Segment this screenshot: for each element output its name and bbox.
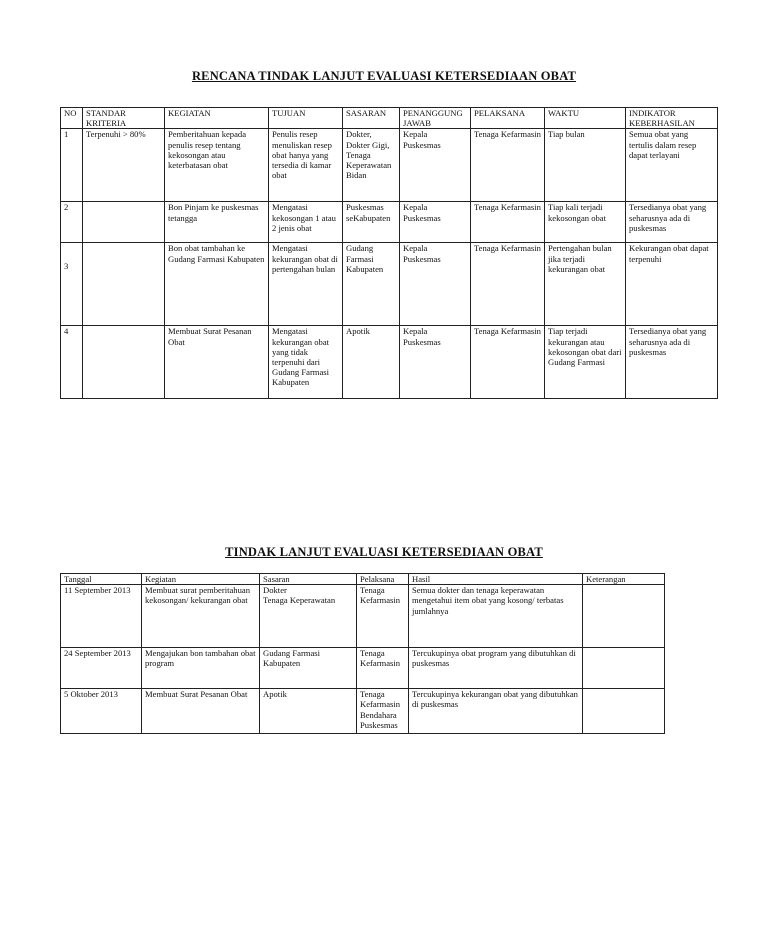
table-cell — [583, 648, 665, 689]
plan-header-penanggung-jawab: PENANGGUNG JAWAB — [400, 108, 471, 129]
table-row — [61, 648, 665, 689]
table-cell: Tenaga Kefarmasin — [471, 243, 545, 326]
followup-header-pelaksana: Pelaksana — [357, 574, 409, 585]
table-cell: 1 — [61, 129, 83, 202]
table-row — [61, 202, 718, 243]
table-cell: Tercukupinya obat program yang dibutuhkan di puskesmas — [409, 648, 583, 689]
table-cell: Membuat Surat Pesanan Obat — [165, 326, 269, 399]
table-cell: Pertengahan bulan jika terjadi kekurangan obat — [545, 243, 626, 326]
table-cell: 3 — [61, 243, 83, 326]
table-cell: Semua obat yang tertulis dalam resep dapat terlayani — [626, 129, 718, 202]
table-cell: Bon obat tambahan ke Gudang Farmasi Kabupaten — [165, 243, 269, 326]
plan-header-pelaksana: PELAKSANA — [471, 108, 545, 129]
table-cell: 2 — [61, 202, 83, 243]
plan-title: RENCANA TINDAK LANJUT EVALUASI KETERSEDIAAN OBAT — [191, 69, 577, 83]
table-row — [61, 129, 718, 202]
table-cell: Mengatasi kekurangan obat di pertengahan bulan — [269, 243, 343, 326]
table-cell: Mengatasi kekosongan 1 atau 2 jenis obat — [269, 202, 343, 243]
table-cell: 4 — [61, 326, 83, 399]
table-cell — [83, 202, 165, 243]
table-cell: Mengajukan bon tambahan obat program — [142, 648, 260, 689]
table-cell: Tenaga Kefarmasin — [357, 585, 409, 648]
table-cell: 24 September 2013 — [61, 648, 142, 689]
followup-header-kegiatan: Kegiatan — [142, 574, 260, 585]
table-row — [61, 689, 665, 734]
table-cell: Terpenuhi > 80% — [83, 129, 165, 202]
table-cell: Gudang Farmasi Kabupaten — [343, 243, 400, 326]
table-cell: Kekurangan obat dapat terpenuhi — [626, 243, 718, 326]
table-cell — [83, 326, 165, 399]
table-cell: Puskesmas seKabupaten — [343, 202, 400, 243]
table-cell: Tenaga Kefarmasin — [471, 129, 545, 202]
plan-header-kegiatan: KEGIATAN — [165, 108, 269, 129]
table-cell: Tersedianya obat yang seharusnya ada di puskesmas — [626, 326, 718, 399]
table-row — [61, 585, 665, 648]
table-cell: Kepala Puskesmas — [400, 202, 471, 243]
table-cell: Kepala Puskesmas — [400, 243, 471, 326]
table-cell: Membuat surat pemberitahuan kekosongan/ kekurangan obat — [142, 585, 260, 648]
table-row — [61, 326, 718, 399]
table-cell: 11 September 2013 — [61, 585, 142, 648]
table-cell: Tenaga Kefarmasin — [471, 202, 545, 243]
plan-header-indikator: INDIKATOR KEBERHASILAN — [626, 108, 718, 129]
followup-header-hasil: Hasil — [409, 574, 583, 585]
table-cell: Tenaga Kefarmasin — [471, 326, 545, 399]
table-cell: Apotik — [260, 689, 357, 734]
plan-header-no: NO — [61, 108, 83, 129]
followup-table — [60, 573, 665, 734]
table-cell: Tiap bulan — [545, 129, 626, 202]
table-cell: 5 Oktober 2013 — [61, 689, 142, 734]
table-cell: Semua dokter dan tenaga keperawatan mengetahui item obat yang kosong/ terbatas jumlahnya — [409, 585, 583, 648]
table-cell — [583, 689, 665, 734]
followup-header-sasaran: Sasaran — [260, 574, 357, 585]
table-row — [61, 243, 718, 326]
followup-header-tanggal: Tanggal — [61, 574, 142, 585]
plan-header-sasaran: SASARAN — [343, 108, 400, 129]
plan-header-waktu: WAKTU — [545, 108, 626, 129]
table-cell: Kepala Puskesmas — [400, 326, 471, 399]
table-cell: Gudang Farmasi Kabupaten — [260, 648, 357, 689]
table-cell: Tenaga Kefarmasin — [357, 648, 409, 689]
table-cell: Pemberitahuan kepada penulis resep tentang kekosongan atau keterbatasan obat — [165, 129, 269, 202]
table-cell: Penulis resep menuliskan resep obat hanya yang tersedia di kamar obat — [269, 129, 343, 202]
followup-title: TINDAK LANJUT EVALUASI KETERSEDIAAN OBAT — [225, 545, 543, 559]
table-cell: Apotik — [343, 326, 400, 399]
followup-header-keterangan: Keterangan — [583, 574, 665, 585]
plan-header-row — [61, 108, 718, 129]
table-cell: Tiap kali terjadi kekosongan obat — [545, 202, 626, 243]
plan-header-standar: STANDAR KRITERIA — [83, 108, 165, 129]
table-cell: Tersedianya obat yang seharusnya ada di puskesmas — [626, 202, 718, 243]
table-cell: Kepala Puskesmas — [400, 129, 471, 202]
table-cell: Bon Pinjam ke puskesmas tetangga — [165, 202, 269, 243]
table-cell: Tenaga Kefarmasin Bendahara Puskesmas — [357, 689, 409, 734]
followup-header-row — [61, 574, 665, 585]
table-cell: Mengatasi kekurangan obat yang tidak terpenuhi dari Gudang Farmasi Kabupaten — [269, 326, 343, 399]
table-cell: Tercukupinya kekurangan obat yang dibutuhkan di puskesmas — [409, 689, 583, 734]
table-cell — [83, 243, 165, 326]
plan-table — [60, 107, 718, 399]
table-cell: Membuat Surat Pesanan Obat — [142, 689, 260, 734]
table-cell: Tiap terjadi kekurangan atau kekosongan obat dari Gudang Farmasi — [545, 326, 626, 399]
table-cell — [583, 585, 665, 648]
plan-header-tujuan: TUJUAN — [269, 108, 343, 129]
table-cell: Dokter, Dokter Gigi, Tenaga Keperawatan Bidan — [343, 129, 400, 202]
table-cell: Dokter Tenaga Keperawatan — [260, 585, 357, 648]
